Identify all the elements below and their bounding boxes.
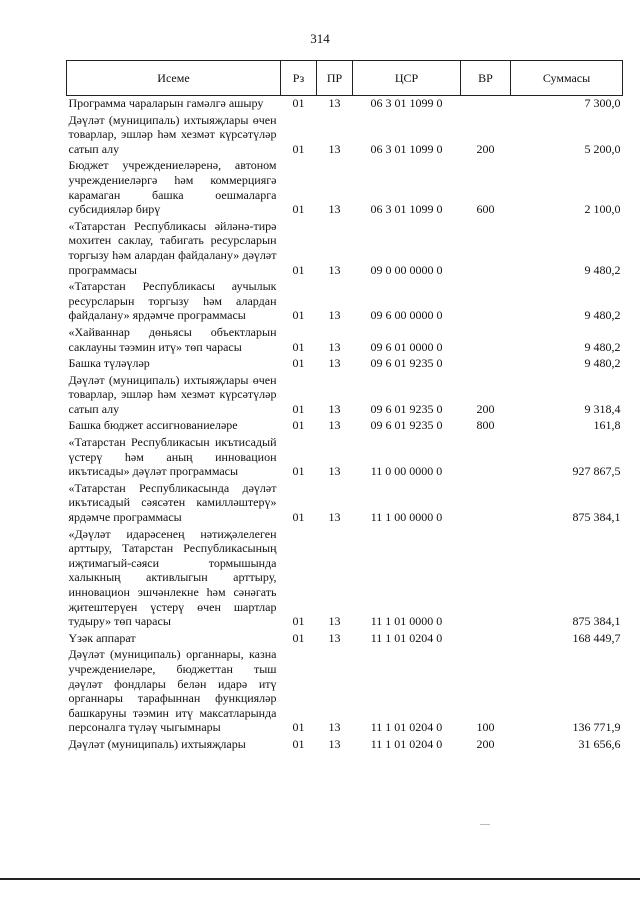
cell-vr [461, 279, 511, 325]
page-number: 314 [310, 31, 330, 46]
table-row [67, 356, 623, 373]
cell-vr [461, 356, 511, 373]
cell-csr: 11 1 01 0204 0 [370, 720, 443, 735]
cell-sum: 31 656,6 [578, 736, 621, 751]
cell-rz: 01 [292, 202, 305, 217]
cell-vr [461, 481, 511, 527]
cell-csr: 06 3 01 1099 0 [370, 202, 443, 217]
cell-vr: 200 [476, 736, 495, 751]
table-header [67, 61, 623, 96]
cell-name: Үзәк аппарат [68, 630, 136, 645]
cell-pr: 13 [328, 418, 341, 433]
table-row [67, 737, 623, 754]
cell-name: «Татарстан Республикасы аучылык ресурсларын торгызу һәм алардан файдалану» ярдәмче программасы [68, 279, 277, 323]
cell-csr: 06 3 01 1099 0 [370, 96, 443, 110]
cell-csr: 11 1 01 0000 0 [370, 614, 443, 629]
cell-rz: 01 [292, 308, 305, 323]
table-row [67, 481, 623, 527]
table-row [67, 279, 623, 325]
cell-name: Бюджет учреждениеләренә, автоном учреждениеләргә һәм коммерциягә карамаган башка оешмаларга субсидияләр бирү [68, 158, 277, 217]
cell-pr: 13 [328, 262, 341, 277]
table-row [67, 435, 623, 481]
budget-table [66, 60, 623, 754]
scan-mark [480, 824, 490, 825]
cell-rz: 01 [292, 262, 305, 277]
cell-name: Дәүләт (муниципаль) ихтыяҗлары [68, 736, 246, 751]
cell-csr: 11 1 01 0204 0 [370, 736, 443, 751]
cell-pr: 13 [328, 401, 341, 416]
cell-name: Дәүләт (муниципаль) ихтыяҗлары өчен товарлар, эшләр һәм хезмәт күрсәтүләр сатып алу [68, 372, 277, 416]
header-csr: ЦСР [353, 61, 461, 96]
cell-pr: 13 [328, 141, 341, 156]
cell-csr: 11 0 00 0000 0 [370, 464, 443, 479]
cell-rz: 01 [292, 418, 305, 433]
cell-csr: 09 6 01 0000 0 [370, 339, 443, 354]
header-rz: Рз [281, 61, 317, 96]
cell-rz: 01 [292, 141, 305, 156]
cell-vr: 800 [476, 418, 495, 433]
cell-pr: 13 [328, 464, 341, 479]
table-row [67, 373, 623, 419]
cell-sum: 9 480,2 [584, 262, 621, 277]
cell-csr: 11 1 01 0204 0 [370, 630, 443, 645]
cell-csr: 09 6 00 0000 0 [370, 308, 443, 323]
cell-vr: 200 [476, 401, 495, 416]
table-row [67, 631, 623, 648]
cell-name: Дәүләт (муниципаль) органнары, казна учреждениеләре, бюджеттан тыш дәүләт фондлары белән идарә итү органнары тарафыннан функцияләр башкаруны тәэмин итү максатларында персоналга түләү чыгымнары [68, 647, 277, 735]
cell-rz: 01 [292, 736, 305, 751]
cell-sum: 9 480,2 [584, 308, 621, 323]
cell-vr [461, 219, 511, 279]
table-row [67, 96, 623, 113]
cell-name: Дәүләт (муниципаль) ихтыяҗлары өчен товарлар, эшләр һәм хезмәт күрсәтүләр сатып алу [68, 112, 277, 156]
cell-vr [461, 435, 511, 481]
cell-pr: 13 [328, 308, 341, 323]
cell-pr: 13 [328, 630, 341, 645]
cell-name: «Татарстан Республикасында дәүләт икътисадый сәясәтен камилләштерү» ярдәмче программасы [68, 480, 277, 525]
cell-pr: 13 [328, 202, 341, 217]
table-row [67, 219, 623, 279]
cell-sum: 927 867,5 [572, 464, 621, 479]
cell-rz: 01 [292, 720, 305, 735]
cell-pr: 13 [328, 510, 341, 525]
cell-pr: 13 [328, 736, 341, 751]
cell-vr [461, 96, 511, 113]
cell-name: «Татарстан Республикасы әйләнә-тирә мохитен саклау, табигать ресурсларын торгызу һәм алардан файдалану» дәүләт программасы [68, 218, 277, 277]
header-vr: ВР [461, 61, 511, 96]
cell-vr: 200 [476, 141, 495, 156]
header-name: Исеме [67, 61, 281, 96]
table-row [67, 527, 623, 631]
table-row [67, 158, 623, 218]
table-row [67, 647, 623, 737]
cell-vr [461, 631, 511, 648]
cell-name: Башка бюджет ассигнованиеләре [68, 418, 238, 433]
cell-csr: 09 6 01 9235 0 [370, 418, 443, 433]
table-body [67, 96, 623, 754]
cell-vr: 100 [476, 720, 495, 735]
cell-sum: 9 318,4 [584, 401, 621, 416]
cell-pr: 13 [328, 339, 341, 354]
table-row [67, 418, 623, 435]
cell-pr: 13 [328, 720, 341, 735]
header-pr: ПР [317, 61, 353, 96]
header-sum: Суммасы [511, 61, 623, 96]
cell-rz: 01 [292, 401, 305, 416]
cell-vr [461, 325, 511, 356]
table-row [67, 113, 623, 159]
cell-vr [461, 527, 511, 631]
cell-sum: 2 100,0 [584, 202, 621, 217]
cell-sum: 168 449,7 [572, 630, 621, 645]
cell-sum: 9 480,2 [584, 356, 621, 371]
cell-sum: 5 200,0 [584, 141, 621, 156]
cell-sum: 9 480,2 [584, 339, 621, 354]
cell-name: Башка түләүләр [68, 356, 150, 371]
cell-rz: 01 [292, 96, 305, 110]
cell-sum: 136 771,9 [572, 720, 621, 735]
cell-rz: 01 [292, 464, 305, 479]
cell-csr: 11 1 00 0000 0 [370, 510, 443, 525]
cell-sum: 7 300,0 [584, 96, 621, 110]
cell-rz: 01 [292, 356, 305, 371]
cell-sum: 875 384,1 [572, 510, 621, 525]
cell-name: «Татарстан Республикасын икътисадый үстерү һәм аның инновацион икътисады» дәүләт программасы [68, 435, 277, 479]
cell-vr: 600 [476, 202, 495, 217]
cell-pr: 13 [328, 96, 341, 110]
cell-rz: 01 [292, 510, 305, 525]
cell-csr: 09 6 01 9235 0 [370, 356, 443, 371]
cell-csr: 06 3 01 1099 0 [370, 141, 443, 156]
cell-rz: 01 [292, 614, 305, 629]
cell-name: Программа чараларын гамәлгә ашыру [68, 96, 264, 110]
cell-rz: 01 [292, 630, 305, 645]
cell-name: «Хайваннар дөньясы объектларын саклауны тәэмин итү» төп чарасы [68, 324, 277, 354]
cell-pr: 13 [328, 614, 341, 629]
page-bottom-edge [0, 878, 640, 880]
cell-csr: 09 0 00 0000 0 [370, 262, 443, 277]
cell-csr: 09 6 01 9235 0 [370, 401, 443, 416]
cell-sum: 161,8 [593, 418, 621, 433]
cell-pr: 13 [328, 356, 341, 371]
table-row [67, 325, 623, 356]
cell-sum: 875 384,1 [572, 614, 621, 629]
cell-rz: 01 [292, 339, 305, 354]
cell-name: «Дәүләт идарәсенең нәтиҗәлелеген арттыру, Татарстан Республикасының иҗтимагый-сәяси тормышында халыкның активлыгын арттыру, инновацион эшчәнлекне һәм сәнәгать җитештерүен үстерү өчен шартлар тудыру» төп чарасы [68, 526, 277, 629]
